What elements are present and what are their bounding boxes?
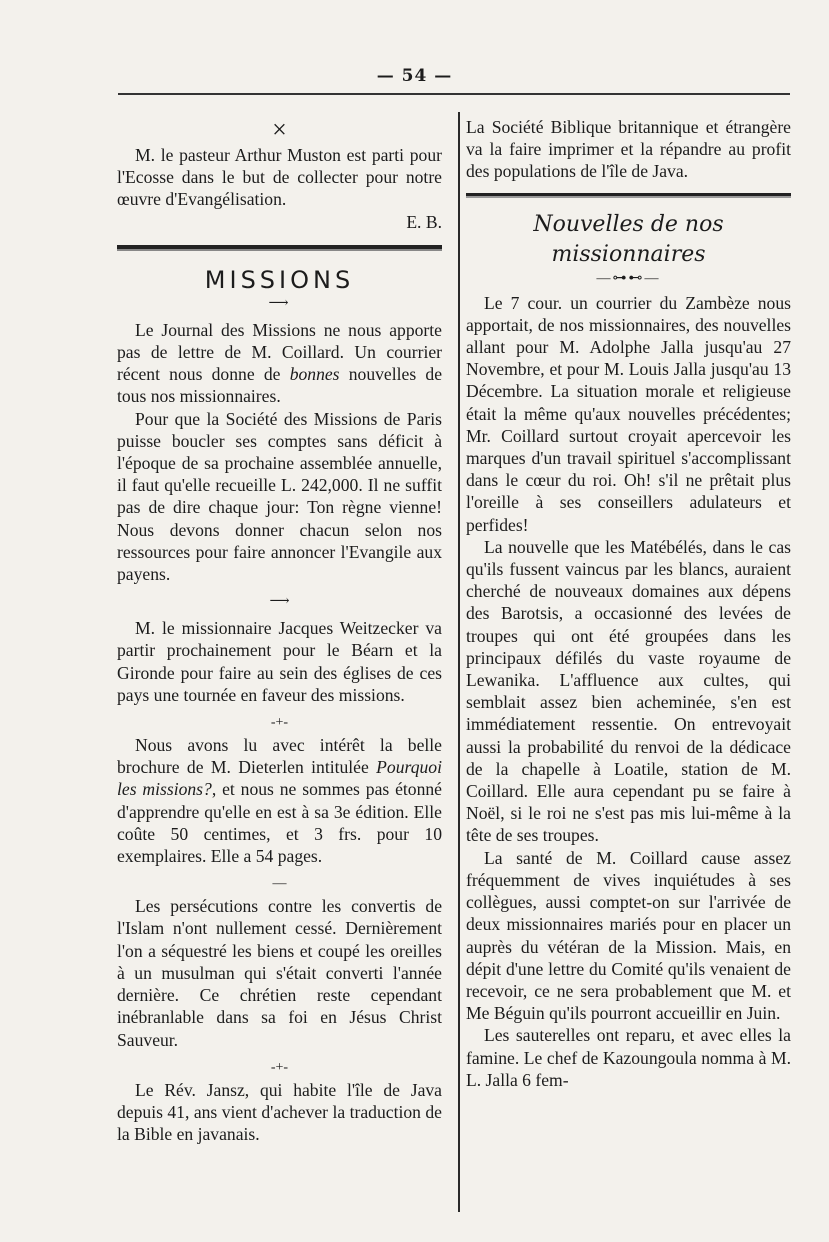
paragraph-societe: Pour que la Société des Missions de Paris puisse boucler ses comptes sans déficit à l'époque de sa prochaine assemblée annuelle, il faut qu'elle recueille L. 242,000. Il ne suffit pas de dire chaque jour: Ton règne vienne! Nous devons donner chacun selon nos ressources pour faire annoncer l'Evangile aux payens.: [117, 408, 442, 585]
column-divider: [458, 112, 460, 1212]
signature: E. B.: [406, 211, 442, 232]
paragraph-societe-biblique: La Société Biblique britannique et étrangère va la faire imprimer et la répandre au profit des populations de l'île de Java.: [466, 117, 791, 182]
paragraph-dieterlen: [117, 734, 442, 867]
separator-ornament: —: [272, 876, 287, 892]
cross-mark: ×: [272, 115, 287, 144]
left-column: [117, 116, 442, 1145]
text-span: Nous avons lu avec intérêt la belle brochure de M. Dieterlen intitulée: [117, 735, 442, 778]
paragraph-weitzecker: M. le missionnaire Jacques Weitzecker va partir prochainement pour le Béarn et la Gironde pour faire au sein des églises de ces pays une tournée en faveur des missions.: [117, 618, 442, 705]
paragraph-sante: La santé de M. Coillard cause assez fréquemment de vives inquiétudes à ses collègues, aussi comptet-on sur l'arrivée de deux missionnaires mariés pour en placer un auprès du vétéran de la Mission. Mais, en dépit d'une lettre du Comité qu'ils venaient de recevoir, ce ne sera probablement que M. et Me Béguin qu'ils pourront accueillir en Juin.: [466, 847, 791, 1024]
title-ornament: —⊶⊷—: [596, 270, 661, 286]
italic-span: Pourquoi les missions?: [117, 757, 442, 800]
page-number: — 54 —: [376, 66, 453, 86]
section-title-nouvelles: Nouvelles de nos missionnaires: [533, 211, 724, 267]
text-span: , et nous ne sommes pas étonné d'apprendre qu'elle en est à sa 3e édition. Elle coûte 50 centimes, et 3 frs. pour 10 exemplaires. Elle a 54 pages.: [117, 779, 442, 867]
text-span: Le Journal des Missions ne nous apporte pas de lettre de M. Coillard. Un courrier récent nous donne de: [117, 319, 442, 385]
paragraph-jansz: Le Rév. Jansz, qui habite l'île de Java depuis 41, ans vient d'achever la traduction de la Bible en javanais.: [117, 1079, 442, 1145]
separator-ornament: ⟶: [269, 594, 290, 610]
section-title-missions: MISSIONS: [204, 265, 355, 294]
separator-ornament: -+-: [270, 715, 289, 731]
italic-span: bonnes: [289, 364, 340, 385]
section-rule: [466, 193, 791, 198]
text-span: nouvelles de tous nos missionnaires.: [117, 364, 442, 407]
header-rule: [118, 93, 790, 95]
title-ornament: ⟶: [268, 295, 291, 311]
paragraph-journal: [117, 319, 442, 408]
paragraph-sauterelles: Les sauterelles ont reparu, et avec elles la famine. Le chef de Kazoungoula nomma à M. L. Jalla 6 fem-: [466, 1025, 791, 1090]
paragraph-muston: M. le pasteur Arthur Muston est parti pour l'Ecosse dans le but de collecter pour notre œuvre d'Evangélisation.: [117, 145, 442, 210]
section-rule: [117, 245, 442, 251]
separator-ornament: -+-: [270, 1059, 289, 1075]
paragraph-matebeles: La nouvelle que les Matébélés, dans le cas qu'ils fussent vaincus par les blancs, auraient cherché de nouveaux domaines aux dépens des Barotsis, a occasionné des levées de troupes qui ont été groupées dans les principaux défilés du vaste royaume de Lewanika. L'affluence aux cultes, qui semblait assez bien acheminée, s'en est immédiatement ressentie. On entrevoyait aussi la probabilité du renvoi de la dédicace de la chapelle à Loatile, station de M. Coillard. Elle aura cependant pu se faire à Noël, si le roi ne s'est pas mis lui-même à la tête de ses troupes.: [466, 536, 791, 846]
paragraph-courrier: Le 7 cour. un courrier du Zambèze nous apportait, de nos missionnaires, des nouvelles allant pour M. Adolphe Jalla jusqu'au 27 Novembre, et pour M. Louis Jalla jusqu'au 13 Décembre. La situation morale et religieuse était la même qu'aux nouvelles précédentes; Mr. Coillard surtout croyait apercevoir les marques d'un travail spirituel s'accomplissant dans le cœur du roi. Oh! s'il ne prêtait plus l'oreille à ses conseillers adulateurs et perfides!: [466, 292, 791, 535]
right-column: [466, 116, 791, 1091]
paragraph-islam: Les persécutions contre les convertis de l'Islam n'ont nullement cessé. Dernièrement l'on a séquestré les biens et coupé les oreilles à un musulman qui s'était converti l'année dernière. Ce chrétien reste cependant inébranlable dans sa foi en Jésus Christ Sauveur.: [117, 896, 442, 1050]
